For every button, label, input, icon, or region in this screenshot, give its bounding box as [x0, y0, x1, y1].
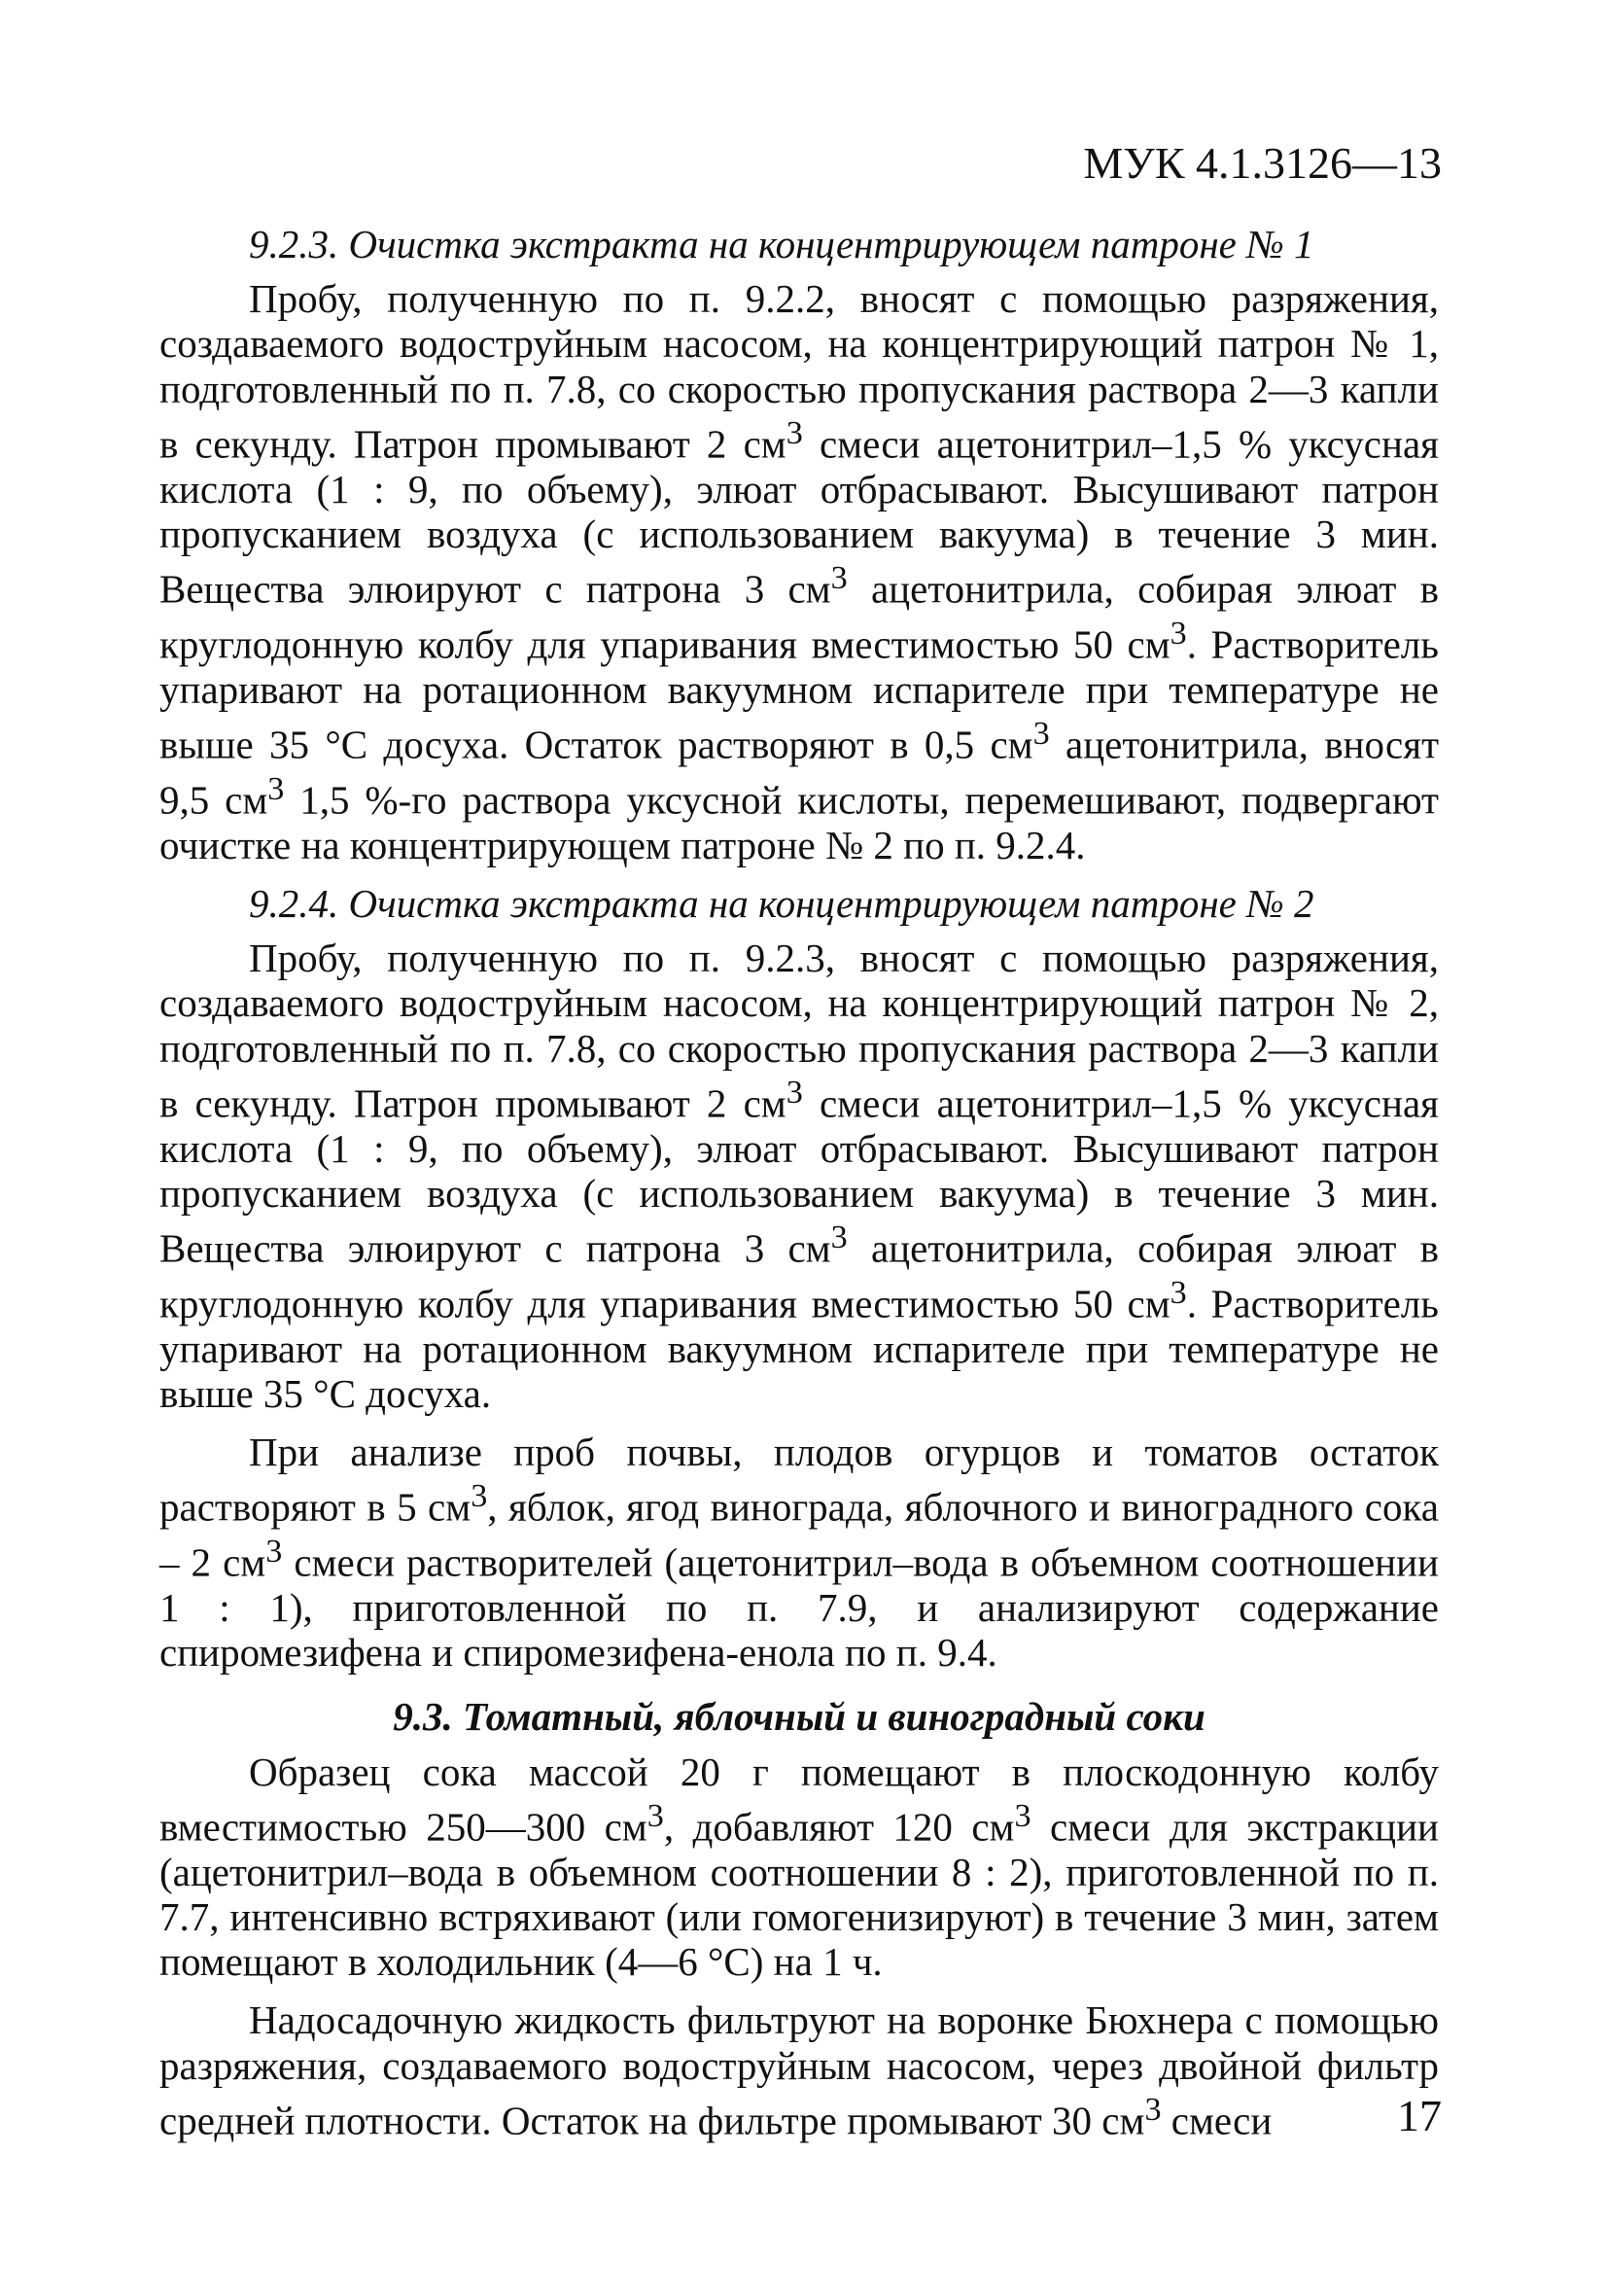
text-run: смеси растворителей (ацетонитрил–вода в объемном соотношении 1 : 1), приготовленной по п. 7.9, и анализируют содержание спиромезифена и спиромезифена-енола по п. 9.4. [159, 1539, 1439, 1676]
text-run: смеси [1161, 2098, 1273, 2143]
superscript: 3 [265, 1534, 283, 1571]
section-title-9-2-4: 9.2.4. Очистка экстракта на концентрирующем патроне № 2 [249, 880, 1314, 926]
superscript: 3 [1170, 1274, 1187, 1311]
text-run: 1,5 %-го раствора уксусной кислоты, перемешивают, подвергают очистке на концентрирующем патроне № 2 по п. 9.2.4. [159, 777, 1439, 867]
superscript: 3 [267, 770, 285, 807]
text-run: , яблок, ягод винограда, яблочного и виноградного сока – 2 см [159, 1484, 1439, 1585]
superscript: 3 [471, 1478, 488, 1515]
paragraph-9-2-4 [159, 936, 1439, 1416]
text-run: ацетонитрила, собирая элюат в круглодонную колбу для упаривания вместимостью 50 см [159, 1225, 1440, 1326]
superscript: 3 [830, 560, 848, 597]
page-number: 17 [1397, 2091, 1442, 2140]
text-run: смеси для экстракции (ацетонитрил–вода в объемном соотношении 8 : 2), приготовленной по п. 7.7, интенсивно встряхивают (или гомогенизируют) в течение 3 мин, затем помещают в холодильник (4—6 °С) на 1 ч. [159, 1804, 1439, 1985]
superscript: 3 [1144, 2091, 1162, 2128]
text-run: При анализе проб почвы, плодов огурцов и томатов остаток растворяют в 5 см [159, 1430, 1439, 1530]
text-run: ацетонитрила, вносят 9,5 см [159, 722, 1439, 823]
superscript: 3 [1170, 615, 1187, 652]
superscript: 3 [786, 1074, 803, 1111]
superscript: 3 [1014, 1797, 1031, 1834]
superscript: 3 [646, 1797, 664, 1834]
text-run: . Растворитель упаривают на ротационном вакуумном испарителе при температуре не выше 35 °С досуха. Остаток растворяют в 0,5 см [159, 621, 1439, 767]
document-code: МУК 4.1.3126—13 [1083, 138, 1442, 188]
paragraph-9-3-filter [159, 1997, 1439, 2142]
superscript: 3 [830, 1219, 848, 1255]
text-run: смеси ацетонитрил–1,5 % уксусная кислота (1 : 9, по объему), элюат отбрасывают. Высушивают патрон пропусканием воздуха (с использованием вакуума) в течение 3 мин. Вещества элюируют с патрона 3 см [159, 1080, 1439, 1271]
text-run: Надосадочную жидкость фильтруют на воронке Бюхнера с помощью разряжения, создаваемого водоструйным насосом, через двойной фильтр средней плотности. Остаток на фильтре промывают 30 см [159, 1997, 1439, 2143]
text-run: Образец сока массой 20 г помещают в плоскодонную колбу вместимостью 250—300 см [159, 1748, 1439, 1850]
section-title-9-2-3: 9.2.3. Очистка экстракта на концентрирующем патроне № 1 [249, 222, 1314, 266]
paragraph-analysis [159, 1430, 1439, 1675]
text-run: . Растворитель упаривают на ротационном вакуумном испарителе при температуре не выше 35 °С досуха. [159, 1281, 1439, 1416]
text-run: , добавляют 120 см [663, 1804, 1015, 1850]
text-run: Пробу, полученную по п. 9.2.3, вносят с помощью разряжения, создаваемого водоструйным насосом, на концентрирующий патрон № 2, подготовленный по п. 7.8, со скоростью пропускания раствора 2—3 капли в секунду. Патрон промывают 2 см [159, 936, 1439, 1126]
paragraph-9-3-sample [159, 1749, 1439, 1985]
section-title-9-3 [159, 1694, 1439, 1739]
text-run: смеси ацетонитрил–1,5 % уксусная кислота (1 : 9, по объему), элюат отбрасывают. Высушивают патрон пропусканием воздуха (с использованием вакуума) в течение 3 мин. Вещества элюируют с патрона 3 см [159, 421, 1439, 612]
text-run: Пробу, полученную по п. 9.2.2, вносят с помощью разряжения, создаваемого водоструйным насосом, на концентрирующий патрон № 1, подготовленный по п. 7.8, со скоростью пропускания раствора 2—3 капли в секунду. Патрон промывают 2 см [159, 276, 1439, 467]
text-run: ацетонитрила, собирая элюат в круглодонную колбу для упаривания вместимостью 50 см [159, 566, 1440, 667]
superscript: 3 [1032, 716, 1050, 752]
section-number: 9.3. [393, 1694, 453, 1740]
page-body [159, 222, 1439, 2143]
section-heading: Томатный, яблочный и виноградный соки [463, 1694, 1205, 1740]
paragraph-9-2-3 [159, 276, 1439, 867]
superscript: 3 [786, 414, 803, 451]
